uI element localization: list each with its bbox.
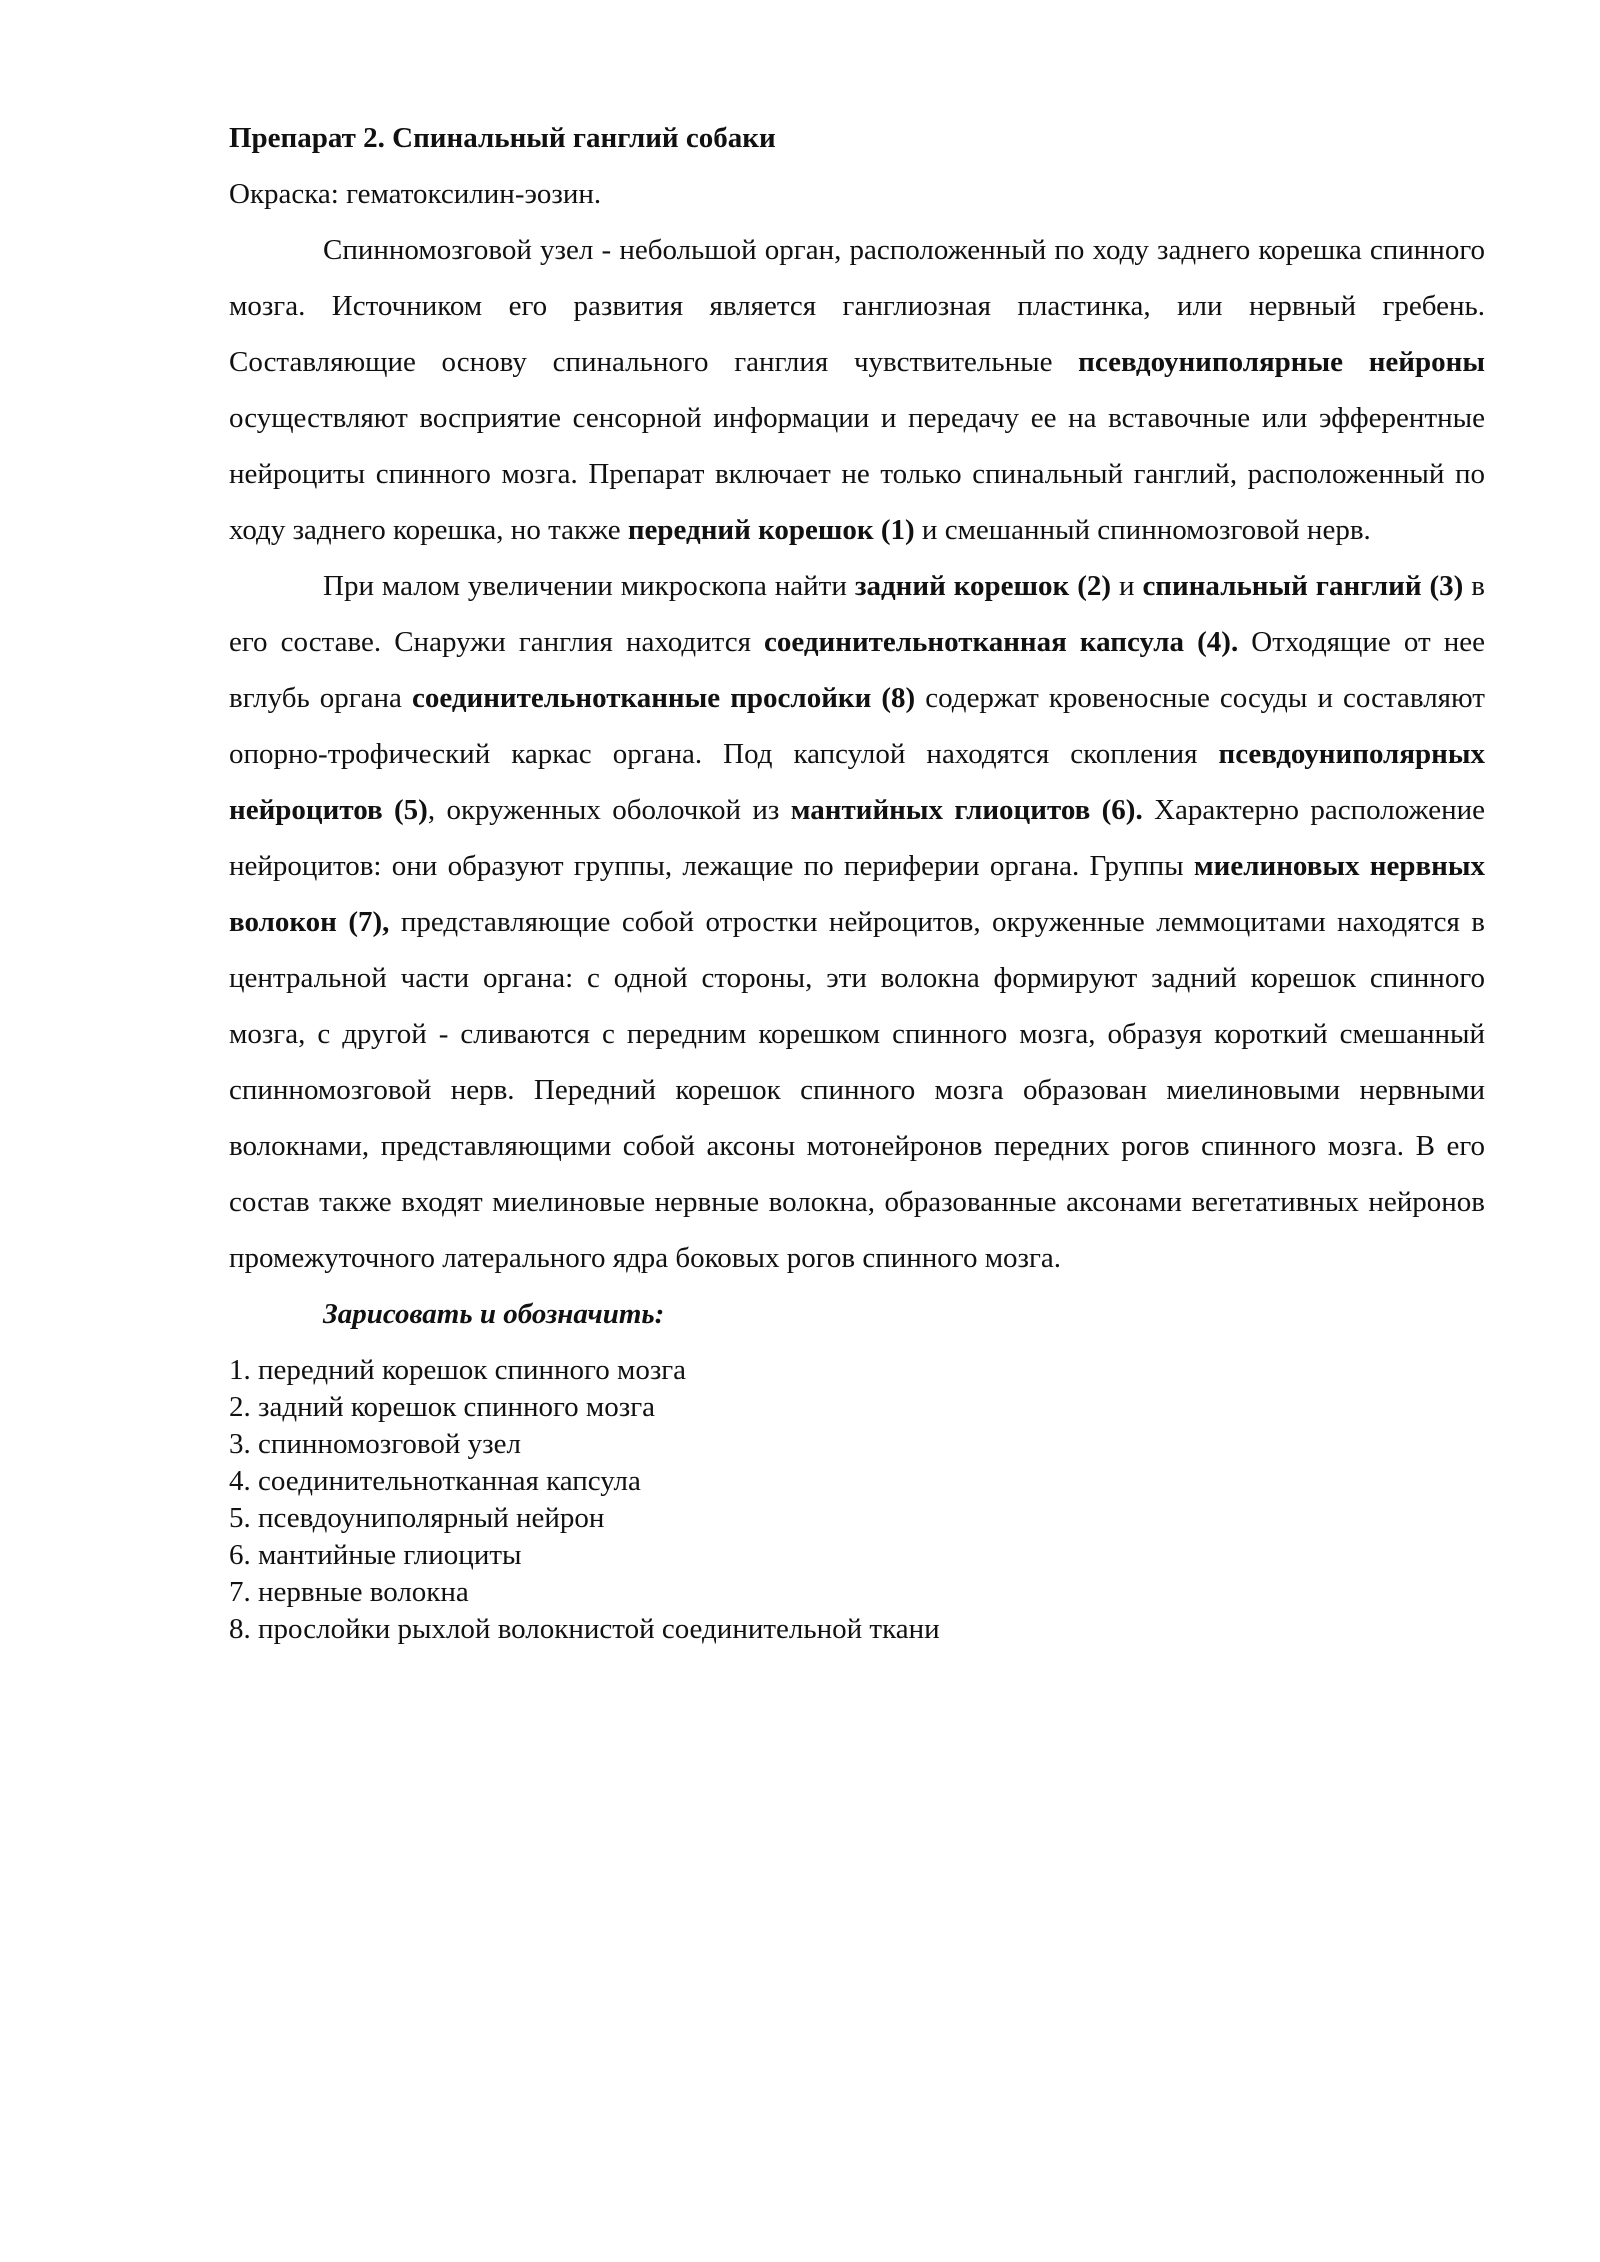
text-run: содержат кровеносные сосуды и составляют опорно-трофический каркас органа. Под капсулой находятся скопления bbox=[229, 682, 1485, 770]
label-item: 7. нервные волокна bbox=[229, 1576, 469, 1608]
text-run: , окруженных оболочкой из bbox=[427, 794, 791, 826]
bold-term: задний корешок (2) bbox=[854, 570, 1112, 602]
text-run: При малом увеличении микроскопа найти bbox=[323, 570, 855, 602]
text-run: Отходящие от нее вглубь органа bbox=[229, 626, 1485, 714]
text-run: осуществляют восприятие сенсорной информации и передачу ее на вставочные или эфферентные нейроциты спинного мозга. Препарат включает не только спинальный ганглий, расположенный по ходу заднего корешка, но также bbox=[229, 402, 1485, 546]
label-item: 6. мантийные глиоциты bbox=[229, 1539, 522, 1571]
labels-list bbox=[229, 1352, 1485, 1648]
text-run: в его составе. Снаружи ганглия находится bbox=[229, 570, 1485, 658]
label-item: 5. псевдоуниполярный нейрон bbox=[229, 1502, 605, 1534]
paragraph-description bbox=[229, 222, 1485, 558]
bold-term: мантийных глиоцитов (6). bbox=[790, 794, 1143, 826]
label-item: 3. спинномозговой узел bbox=[229, 1428, 521, 1460]
bold-term: соединительнотканные прослойки (8) bbox=[411, 682, 916, 714]
bold-term: миелиновых нервных волокон (7), bbox=[229, 850, 1485, 938]
document-title: Препарат 2. Спинальный ганглий собаки bbox=[229, 122, 776, 154]
bold-term: псевдоуниполярные нейроны bbox=[1078, 346, 1485, 378]
task-heading: Зарисовать и обозначить: bbox=[323, 1298, 665, 1330]
document-page bbox=[229, 110, 1485, 1648]
label-item: 2. задний корешок спинного мозга bbox=[229, 1391, 655, 1423]
text-run: представляющие собой отростки нейроцитов, окруженные леммоцитами находятся в центральной части органа: с одной стороны, эти волокна формируют задний корешок спинного мозга, с другой - сливаются с передним корешком спинного мозга, образуя короткий смешанный спинномозговой нерв. Передний корешок спинного мозга образован миелиновыми нервными волокнами, представляющими собой аксоны мотонейронов передних рогов спинного мозга. В его состав также входят миелиновые нервные волокна, образованные аксонами вегетативных нейронов промежуточного латерального ядра боковых рогов спинного мозга. bbox=[229, 906, 1485, 1274]
bold-term: соединительнотканная капсула (4). bbox=[764, 626, 1239, 658]
label-item: 1. передний корешок спинного мозга bbox=[229, 1354, 687, 1386]
text-run: Спинномозговой узел - небольшой орган, расположенный по ходу заднего корешка спинного мозга. Источником его развития является ганглиозная пластинка, или нервный гребень. Составляющие основу спинального ганглия чувствительные bbox=[229, 234, 1485, 378]
bold-term: спинальный ганглий (3) bbox=[1142, 570, 1464, 602]
stain-line: Окраска: гематоксилин-эозин. bbox=[229, 178, 602, 210]
text-run: и смешанный спинномозговой нерв. bbox=[914, 514, 1371, 546]
label-item: 8. прослойки рыхлой волокнистой соединительной ткани bbox=[229, 1613, 940, 1645]
label-item: 4. соединительнотканная капсула bbox=[229, 1465, 641, 1497]
paragraph-microscopy bbox=[229, 558, 1485, 1286]
bold-term: псевдоуниполярных нейроцитов (5) bbox=[229, 738, 1485, 826]
bold-term: передний корешок (1) bbox=[627, 514, 915, 546]
text-run: Характерно расположение нейроцитов: они образуют группы, лежащие по периферии органа. Группы bbox=[229, 794, 1485, 882]
text-run: и bbox=[1111, 570, 1143, 602]
